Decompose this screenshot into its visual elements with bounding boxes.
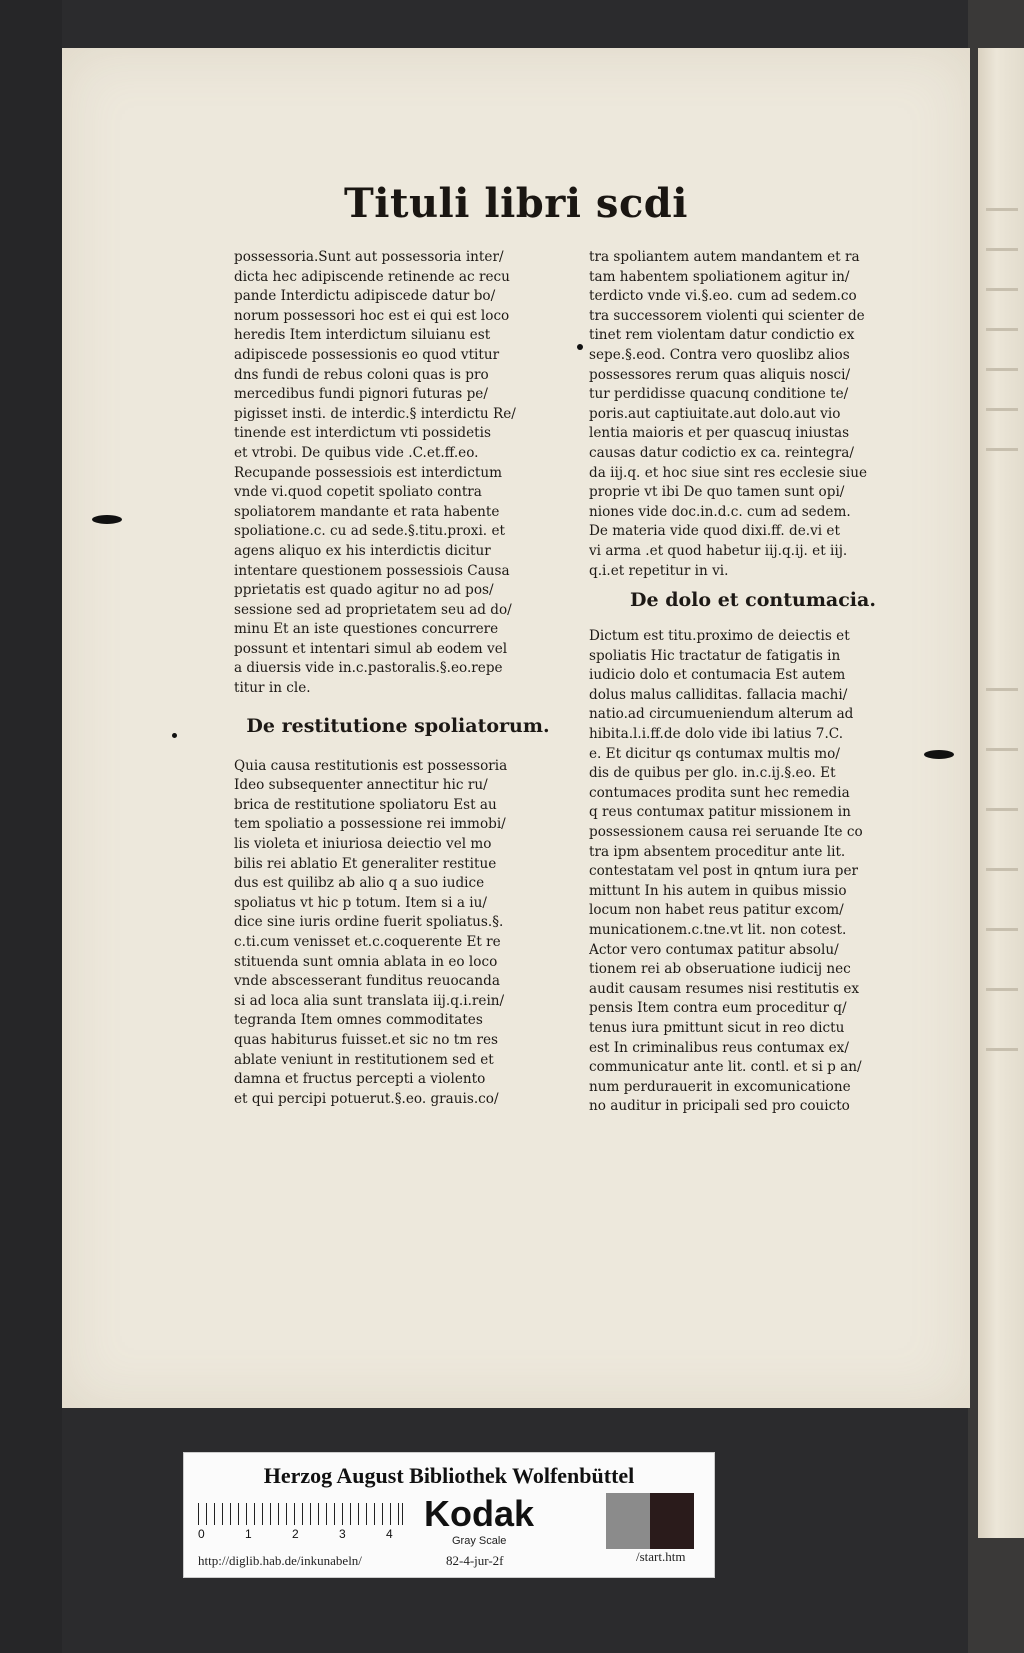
- text-line: tem spoliatio a possessione rei immobi/: [234, 816, 506, 833]
- gray-swatch: [606, 1493, 650, 1549]
- text-line: natio.ad circumueniendum alterum ad: [589, 706, 854, 723]
- text-line: sepe.§.eod. Contra vero quoslibz alios: [589, 346, 850, 363]
- text-line: et vtrobi. De quibus vide .C.et.ff.eo.: [234, 444, 479, 461]
- text-line: Ideo subsequenter annectitur hic ru/: [234, 777, 488, 794]
- incunable-page: [62, 48, 970, 1408]
- ruler-number: 1: [245, 1527, 252, 1541]
- source-url: http://diglib.hab.de/inkunabeln/: [198, 1553, 362, 1568]
- text-line: iudicio dolo et contumacia Est autem: [589, 667, 846, 684]
- kodak-logo: Kodak: [424, 1493, 535, 1534]
- ruler-number: 3: [339, 1527, 346, 1541]
- library-name: Herzog August Bibliothek Wolfenbüttel: [263, 1463, 635, 1488]
- text-line: contestatam vel post in qntum iura per: [589, 863, 859, 880]
- text-line: ablate veniunt in restitutionem sed et: [234, 1051, 494, 1068]
- text-line: intentare questionem possessiois Causa: [234, 562, 510, 579]
- text-line: vnde vi.quod copetit spoliato contra: [234, 484, 482, 501]
- facing-page-edge: [978, 48, 1024, 1538]
- text-line: contumaces prodita sunt hec remedia: [589, 784, 850, 801]
- text-line: no auditur in pricipali sed pro couicto: [589, 1098, 850, 1115]
- text-line: num perdurauerit in excomunicatione: [589, 1078, 851, 1095]
- text-line: a diuersis vide in.c.pastoralis.§.eo.repe: [234, 660, 503, 677]
- ruler-number: 2: [292, 1527, 299, 1541]
- text-line: De materia vide quod dixi.ff. de.vi et: [589, 523, 840, 540]
- scan-background-left: [0, 0, 62, 1653]
- text-line: q reus contumax patitur missionem in: [589, 804, 851, 821]
- text-line: tam habentem spoliationem agitur in/: [589, 268, 850, 285]
- text-line: possessoria.Sunt aut possessoria inter/: [234, 249, 504, 265]
- text-line: damna et fructus percepti a violento: [234, 1071, 486, 1088]
- text-line: tur perdidisse quacunq conditione te/: [589, 386, 849, 403]
- text-line: proprie vt ibi De quo tamen sunt opi/: [589, 484, 845, 501]
- ink-mark-left: [92, 515, 122, 524]
- text-line: lis violeta et iniuriosa deiectio vel mo: [234, 836, 492, 853]
- start-link: /start.htm: [636, 1549, 686, 1564]
- text-line: pprietatis est quado agitur no ad pos/: [234, 582, 494, 599]
- gray-scale-label: Gray Scale: [452, 1535, 507, 1547]
- text-line: Dictum est titu.proximo de deiectis et: [589, 628, 850, 645]
- text-line: spoliatis Hic tractatur de fatigatis in: [589, 647, 841, 664]
- text-line: pensis Item contra eum proceditur q/: [589, 1000, 847, 1017]
- text-line: adipiscede possessionis eo quod vtitur: [234, 346, 500, 363]
- text-line: dolus malus calliditas. fallacia machi/: [589, 686, 848, 703]
- text-line: possessores rerum quas aliquis nosci/: [589, 366, 851, 383]
- ink-mark-right: [924, 750, 954, 759]
- text-line: Recupande possessiois est interdictum: [234, 464, 502, 481]
- left-column: [234, 248, 562, 1109]
- text-line: communicatur ante lit. contl. et si p an/: [589, 1059, 862, 1076]
- text-line: Actor vero contumax patitur absolu/: [589, 941, 839, 958]
- text-line: Quia causa restitutionis est possessoria: [234, 757, 508, 774]
- section-heading-dolo: De dolo et contumacia.: [630, 589, 876, 612]
- dark-swatch: [650, 1493, 694, 1549]
- text-line: agens aliquo ex his interdictis dicitur: [234, 542, 491, 559]
- text-line: minu Et an iste questiones concurrere: [234, 621, 499, 638]
- text-line: terdicto vnde vi.§.eo. cum ad sedem.co: [589, 288, 857, 305]
- text-line: possessionem causa rei seruande Ite co: [589, 824, 863, 841]
- text-line: heredis Item interdictum siluianu est: [234, 327, 491, 344]
- text-line: mercedibus fundi pignori futuras pe/: [234, 386, 488, 403]
- text-line: tenus iura pmittunt sicut in reo dictu: [589, 1019, 845, 1036]
- text-line: spoliatus vt hic p totum. Item si a iu/: [234, 894, 487, 911]
- ruler-number: 0: [198, 1527, 205, 1541]
- text-line: dns fundi de rebus coloni quas is pro: [234, 366, 489, 383]
- text-line: hibita.l.i.ff.de dolo vide ibi latius 7.C.: [589, 726, 844, 743]
- ink-dot-right: [577, 344, 583, 350]
- text-line: dicta hec adipiscende retinende ac recu: [234, 268, 510, 285]
- text-line: tra spoliantem autem mandantem et ra: [589, 249, 860, 265]
- text-line: tra ipm absentem proceditur ante lit.: [589, 843, 846, 860]
- right-column: [589, 248, 917, 1117]
- text-line: si ad loca alia sunt translata iij.q.i.rein/: [234, 992, 505, 1009]
- ruler-number: 4: [386, 1527, 393, 1541]
- text-line: spoliatione.c. cu ad sede.§.titu.proxi. et: [234, 523, 505, 540]
- text-line: dus est quilibz ab alio q a suo iudice: [234, 875, 485, 892]
- text-line: spoliatorem mandante et rata habente: [234, 503, 500, 520]
- text-line: lentia maioris et per quascuq iniustas: [589, 425, 850, 442]
- shelfmark: 82-4-jur-2f: [446, 1553, 504, 1568]
- text-line: pigisset insti. de interdic.§ interdictu Re/: [234, 405, 516, 422]
- text-line: dis de quibus per glo. in.c.ij.§.eo. Et: [589, 765, 836, 782]
- text-line: sessione sed ad proprietatem seu ad do/: [234, 601, 512, 618]
- text-line: pande Interdictu adipiscede datur bo/: [234, 288, 496, 305]
- text-line: c.ti.cum venisset et.c.coquerente Et re: [234, 934, 501, 950]
- text-line: possunt et intentari simul ab eodem vel: [234, 640, 508, 657]
- text-line: tra successorem violenti qui scienter de: [589, 307, 865, 324]
- text-line: e. Et dicitur qs contumax multis mo/: [589, 745, 840, 762]
- text-line: vi arma .et quod habetur iij.q.ij. et iij.: [589, 542, 848, 559]
- text-line: est In criminalibus reus contumax ex/: [589, 1039, 849, 1056]
- text-line: q.i.et repetitur in vi.: [589, 562, 729, 579]
- text-line: et qui percipi potuerut.§.eo. grauis.co/: [234, 1090, 499, 1107]
- text-line: causas datur codictio ex ca. reintegra/: [589, 444, 854, 461]
- text-line: locum non habet reus patitur excom/: [589, 902, 844, 919]
- text-line: bilis rei ablatio Et generaliter restitue: [234, 855, 497, 872]
- section-heading-restitution: De restitutione spoliatorum.: [246, 714, 550, 737]
- text-line: municationem.c.tne.vt lit. non cotest.: [589, 922, 847, 938]
- text-line: mittunt In his autem in quibus missio: [589, 882, 847, 899]
- text-line: tegranda Item omnes commoditates: [234, 1012, 483, 1029]
- text-line: stituenda sunt omnia ablata in eo loco: [234, 953, 498, 970]
- text-line: da iij.q. et hoc siue sint res ecclesie siue: [589, 464, 868, 481]
- text-line: tionem rei ab obseruatione iudicij nec: [589, 961, 851, 978]
- ink-dot-left: [172, 733, 177, 738]
- text-line: vnde abscesserant funditus reuocanda: [234, 973, 500, 990]
- scale-ruler: [198, 1503, 403, 1525]
- text-line: dice sine iuris ordine fuerit spoliatus.§.: [234, 914, 504, 931]
- text-line: quas habiturus fuisset.et sic no tm res: [234, 1031, 498, 1048]
- text-line: niones vide doc.in.d.c. cum ad sedem.: [589, 503, 851, 520]
- color-target-strip: [183, 1452, 715, 1578]
- text-line: titur in cle.: [234, 680, 311, 697]
- text-line: audit causam resumes nisi restitutis ex: [589, 980, 860, 997]
- text-line: poris.aut captiuitate.aut dolo.aut vio: [589, 405, 841, 422]
- running-title: Tituli libri scdi: [344, 180, 688, 227]
- text-line: norum possessori hoc est ei qui est loco: [234, 307, 510, 324]
- text-line: tinet rem violentam datur condictio ex: [589, 327, 855, 344]
- text-line: tinende est interdictum vti possidetis: [234, 425, 491, 442]
- text-line: brica de restitutione spoliatoru Est au: [234, 796, 497, 813]
